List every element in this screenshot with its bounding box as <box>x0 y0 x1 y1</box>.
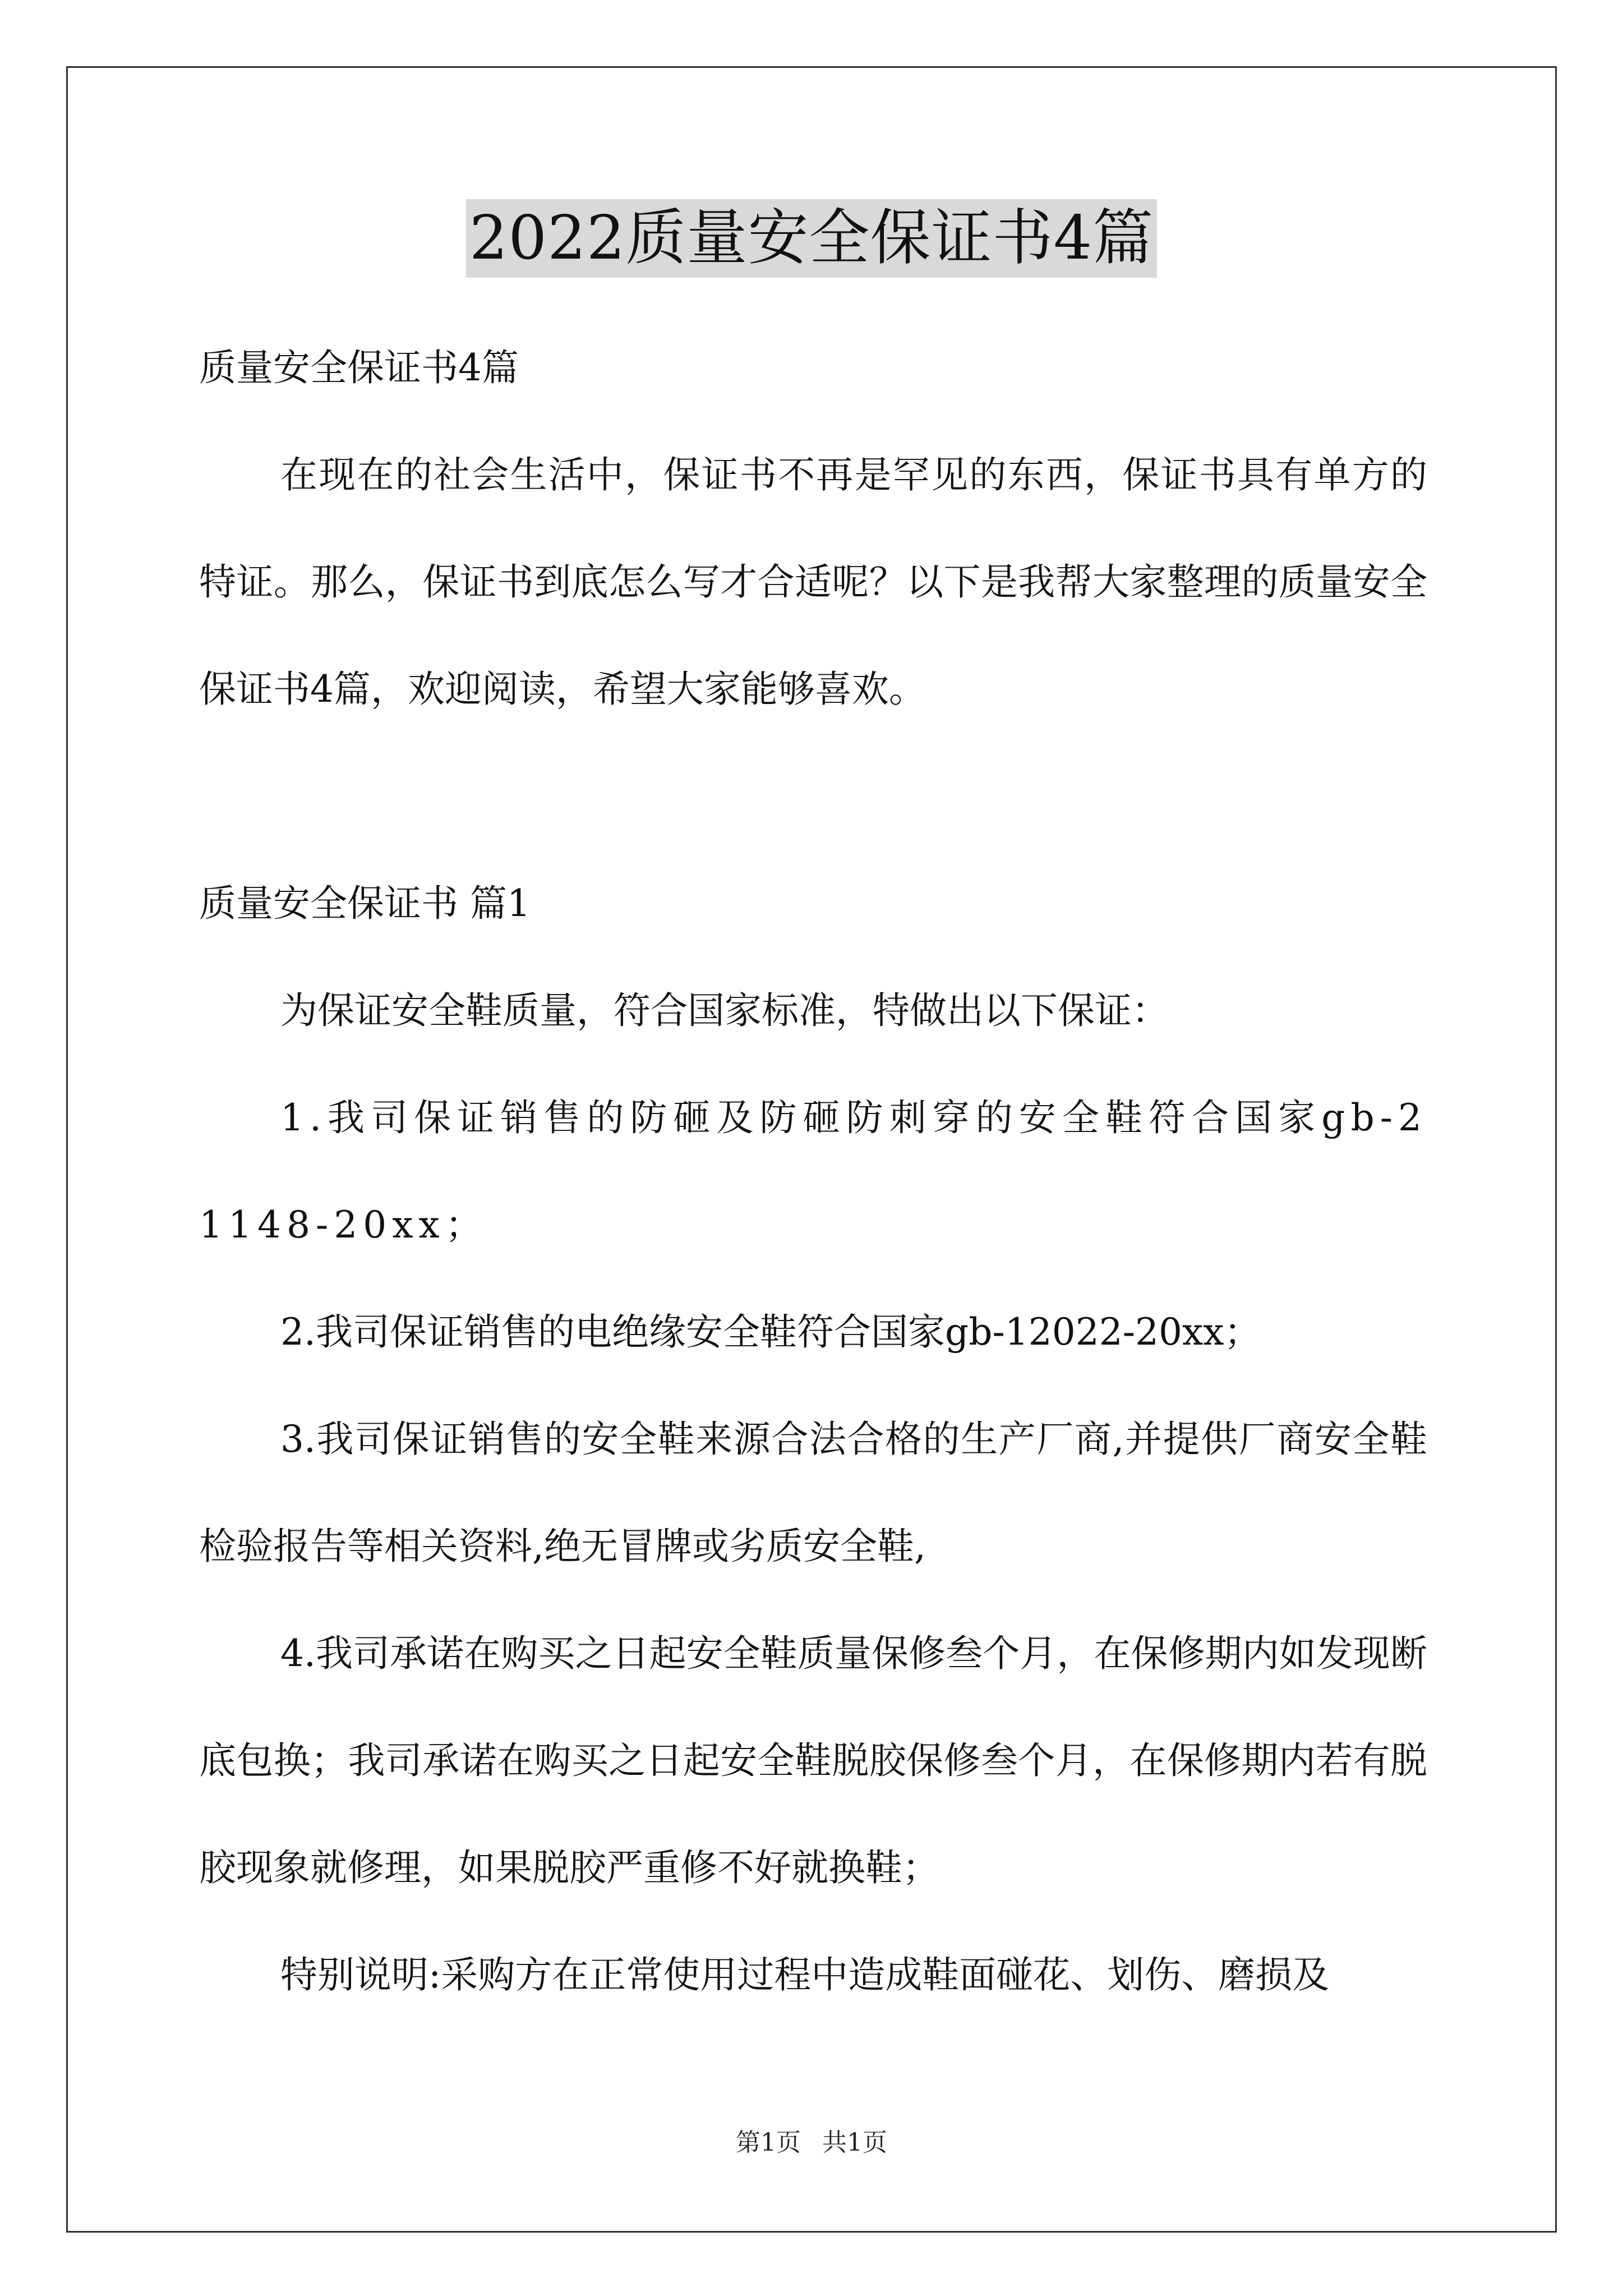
page-number: 第1页 <box>736 2128 801 2157</box>
paragraph-4: 3.我司保证销售的安全鞋来源合法合格的生产厂商,并提供厂商安全鞋检验报告等相关资料,绝无冒牌或劣质安全鞋, <box>199 1418 1427 1568</box>
section-heading: 质量安全保证书 篇1 <box>199 882 531 925</box>
paragraph-2: 1.我司保证销售的防砸及防砸防刺穿的安全鞋符合国家gb-21148-20xx； <box>199 1096 1427 1246</box>
section-spacer <box>199 743 1427 850</box>
paragraph-6: 特别说明:采购方在正常使用过程中造成鞋面碰花、划伤、磨损及 <box>280 1953 1330 1996</box>
page-footer <box>0 2126 1623 2160</box>
document-title: 2022质量安全保证书4篇 <box>466 199 1158 278</box>
document-subtitle: 质量安全保证书4篇 <box>199 346 519 389</box>
paragraph-1: 为保证安全鞋质量，符合国家标准，特做出以下保证： <box>280 989 1169 1032</box>
title-container <box>0 199 1623 278</box>
paragraph-5: 4.我司承诺在购买之日起安全鞋质量保修叁个月，在保修期内如发现断底包换；我司承诺在购买之日起安全鞋脱胶保修叁个月，在保修期内若有脱胶现象就修理，如果脱胶严重修不好就换鞋； <box>199 1632 1427 1889</box>
page-total: 共1页 <box>822 2128 887 2157</box>
paragraph-3: 2.我司保证销售的电绝缘安全鞋符合国家gb-12022-20xx； <box>280 1310 1261 1354</box>
intro-paragraph: 在现在的社会生活中，保证书不再是罕见的东西，保证书具有单方的特证。那么，保证书到底怎么写才合适呢？以下是我帮大家整理的质量安全保证书4篇，欢迎阅读，希望大家能够喜欢。 <box>199 453 1427 711</box>
document-body <box>199 314 1427 2028</box>
